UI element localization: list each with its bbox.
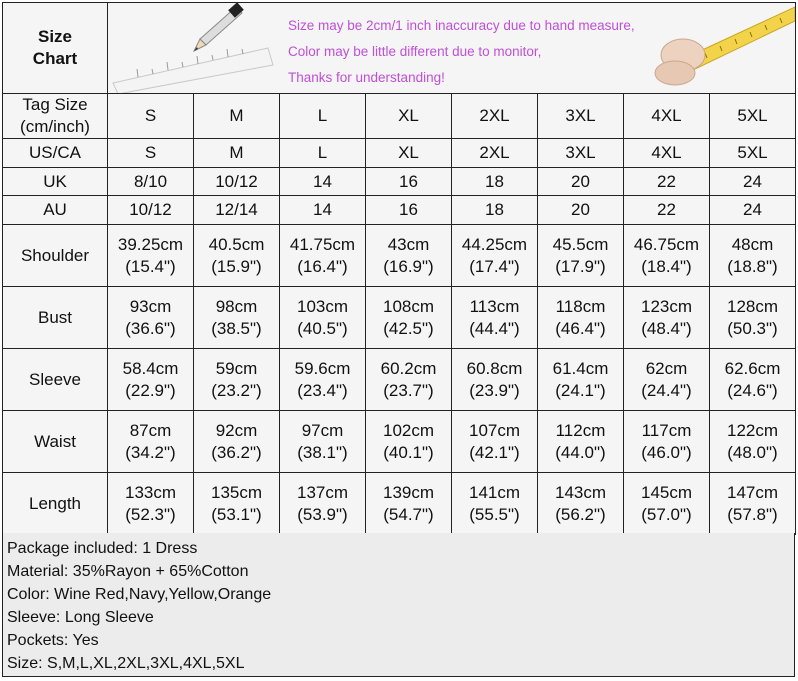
us-ca-cell: L: [280, 139, 366, 168]
cm-value: 122cm: [726, 420, 779, 440]
uk-cell: 10/12: [194, 168, 280, 196]
length-cell: [452, 473, 538, 535]
cm-value: 92cm: [215, 420, 258, 440]
cm-value: 61.4cm: [552, 358, 609, 378]
length-label: Length: [3, 473, 108, 535]
shoulder-cell: [108, 225, 194, 287]
sleeve-cell: [108, 349, 194, 411]
cm-value: 87cm: [129, 420, 172, 440]
us-ca-row: [3, 139, 796, 168]
title-line-2: Chart: [32, 49, 78, 68]
inch-value: (17.4"): [469, 256, 520, 276]
au-cell: 10/12: [108, 196, 194, 225]
cm-value: 48cm: [731, 234, 774, 254]
uk-cell: 24: [710, 168, 796, 196]
inch-value: (42.5"): [383, 318, 434, 338]
cm-value: 117cm: [641, 420, 692, 440]
header-row: [3, 3, 796, 94]
uk-cell: 18: [452, 168, 538, 196]
au-cell: 24: [710, 196, 796, 225]
tag-size-cell: 3XL: [538, 94, 624, 139]
inch-value: (23.7"): [383, 380, 434, 400]
waist-cell: [108, 411, 194, 473]
measurement-notes: [288, 13, 635, 91]
length-cell: [280, 473, 366, 535]
pencil-ruler-illustration: [108, 3, 278, 94]
inch-value: (23.9"): [469, 380, 520, 400]
cm-value: 98cm: [215, 296, 258, 316]
shoulder-row: [3, 225, 796, 287]
length-cell: [366, 473, 452, 535]
cm-value: 107cm: [468, 420, 521, 440]
cm-value: 123cm: [640, 296, 693, 316]
length-row: [3, 473, 796, 535]
cm-value: 43cm: [387, 234, 430, 254]
bust-cell: [538, 287, 624, 349]
tag-size-label-line1: Tag Size: [22, 95, 88, 114]
inch-value: (46.0"): [641, 442, 692, 462]
us-ca-cell: 3XL: [538, 139, 624, 168]
cm-value: 59cm: [215, 358, 258, 378]
sleeve-label: Sleeve: [3, 349, 108, 411]
inch-value: (38.5"): [211, 318, 262, 338]
inch-value: (42.1"): [469, 442, 520, 462]
cm-value: 62cm: [645, 358, 688, 378]
inch-value: (53.1"): [211, 504, 262, 524]
cm-value: 39.25cm: [117, 234, 184, 254]
inch-value: (52.3"): [125, 504, 176, 524]
bust-row: [3, 287, 796, 349]
inch-value: (16.4"): [297, 256, 348, 276]
waist-cell: [366, 411, 452, 473]
cm-value: 60.2cm: [380, 358, 437, 378]
inch-value: (15.4"): [125, 256, 176, 276]
cm-value: 118cm: [555, 296, 606, 316]
us-ca-cell: M: [194, 139, 280, 168]
tag-size-cell: 2XL: [452, 94, 538, 139]
length-cell: [538, 473, 624, 535]
uk-cell: 14: [280, 168, 366, 196]
us-ca-cell: 2XL: [452, 139, 538, 168]
size-chart-title: [3, 3, 108, 94]
tag-size-cell: S: [108, 94, 194, 139]
cm-value: 135cm: [210, 482, 263, 502]
waist-cell: [710, 411, 796, 473]
inch-value: (24.4"): [641, 380, 692, 400]
inch-value: (44.4"): [469, 318, 520, 338]
au-label: AU: [3, 196, 108, 225]
cm-value: 102cm: [382, 420, 435, 440]
waist-cell: [538, 411, 624, 473]
note-line-2: Color may be little different due to monitor,: [288, 44, 542, 59]
cm-value: 44.25cm: [461, 234, 528, 254]
bust-cell: [280, 287, 366, 349]
shoulder-cell: [194, 225, 280, 287]
uk-label: UK: [3, 168, 108, 196]
inch-value: (23.4"): [297, 380, 348, 400]
inch-value: (36.2"): [211, 442, 262, 462]
inch-value: (18.4"): [641, 256, 692, 276]
inch-value: (57.8"): [727, 504, 778, 524]
tag-size-cell: 5XL: [710, 94, 796, 139]
shoulder-cell: [538, 225, 624, 287]
length-cell: [108, 473, 194, 535]
sleeve-cell: [710, 349, 796, 411]
au-cell: 14: [280, 196, 366, 225]
package-line-material: Material: 35%Rayon + 65%Cotton: [7, 563, 249, 580]
inch-value: (40.5"): [297, 318, 348, 338]
au-cell: 22: [624, 196, 710, 225]
sleeve-cell: [280, 349, 366, 411]
package-line-sleeve: Sleeve: Long Sleeve: [7, 609, 154, 626]
sleeve-cell: [452, 349, 538, 411]
waist-cell: [624, 411, 710, 473]
waist-label: Waist: [3, 411, 108, 473]
cm-value: 62.6cm: [724, 358, 781, 378]
length-cell: [710, 473, 796, 535]
cm-value: 46.75cm: [633, 234, 700, 254]
tag-size-cell: L: [280, 94, 366, 139]
tag-size-row: [3, 94, 796, 139]
uk-cell: 8/10: [108, 168, 194, 196]
bust-cell: [452, 287, 538, 349]
waist-cell: [280, 411, 366, 473]
inch-value: (48.0"): [727, 442, 778, 462]
bust-cell: [366, 287, 452, 349]
us-ca-cell: 4XL: [624, 139, 710, 168]
inch-value: (23.2"): [211, 380, 262, 400]
us-ca-cell: 5XL: [710, 139, 796, 168]
inch-value: (34.2"): [125, 442, 176, 462]
au-cell: 16: [366, 196, 452, 225]
tape-measure-hand-illustration: [645, 3, 795, 94]
cm-value: 137cm: [296, 482, 349, 502]
inch-value: (40.1"): [383, 442, 434, 462]
cm-value: 41.75cm: [289, 234, 356, 254]
inch-value: (54.7"): [383, 504, 434, 524]
shoulder-cell: [452, 225, 538, 287]
uk-row: [3, 168, 796, 196]
inch-value: (22.9"): [125, 380, 176, 400]
inch-value: (50.3"): [727, 318, 778, 338]
us-ca-cell: XL: [366, 139, 452, 168]
length-cell: [624, 473, 710, 535]
us-ca-label: US/CA: [3, 139, 108, 168]
au-row: [3, 196, 796, 225]
inch-value: (44.0"): [555, 442, 606, 462]
inch-value: (56.2"): [555, 504, 606, 524]
inch-value: (24.1"): [555, 380, 606, 400]
inch-value: (53.9"): [297, 504, 348, 524]
cm-value: 58.4cm: [122, 358, 179, 378]
shoulder-cell: [366, 225, 452, 287]
uk-cell: 20: [538, 168, 624, 196]
length-cell: [194, 473, 280, 535]
cm-value: 113cm: [469, 296, 520, 316]
shoulder-cell: [624, 225, 710, 287]
uk-cell: 22: [624, 168, 710, 196]
cm-value: 128cm: [726, 296, 779, 316]
shoulder-cell: [710, 225, 796, 287]
size-table: [2, 2, 796, 535]
sleeve-cell: [538, 349, 624, 411]
tag-size-cell: M: [194, 94, 280, 139]
cm-value: 103cm: [296, 296, 349, 316]
waist-row: [3, 411, 796, 473]
inch-value: (46.4"): [555, 318, 606, 338]
cm-value: 93cm: [129, 296, 172, 316]
sleeve-cell: [624, 349, 710, 411]
au-cell: 18: [452, 196, 538, 225]
inch-value: (15.9"): [211, 256, 262, 276]
cm-value: 145cm: [640, 482, 693, 502]
measurement-notice-banner: [108, 3, 796, 94]
inch-value: (55.5"): [469, 504, 520, 524]
sleeve-row: [3, 349, 796, 411]
note-line-1: Size may be 2cm/1 inch inaccuracy due to hand measure,: [288, 18, 635, 33]
cm-value: 97cm: [301, 420, 344, 440]
package-details: [2, 533, 795, 677]
cm-value: 45.5cm: [552, 234, 609, 254]
cm-value: 143cm: [554, 482, 607, 502]
package-line-color: Color: Wine Red,Navy,Yellow,Orange: [7, 586, 272, 603]
title-line-1: Size: [37, 27, 73, 46]
tag-size-cell: XL: [366, 94, 452, 139]
inch-value: (17.9"): [555, 256, 606, 276]
cm-value: 60.8cm: [466, 358, 523, 378]
tag-size-label-line2: (cm/inch): [20, 117, 90, 136]
inch-value: (36.6"): [125, 318, 176, 338]
bust-cell: [108, 287, 194, 349]
tag-size-label: [3, 94, 108, 139]
package-line-size: Size: S,M,L,XL,2XL,3XL,4XL,5XL: [7, 655, 245, 672]
inch-value: (48.4"): [641, 318, 692, 338]
waist-cell: [194, 411, 280, 473]
cm-value: 108cm: [382, 296, 435, 316]
inch-value: (16.9"): [383, 256, 434, 276]
uk-cell: 16: [366, 168, 452, 196]
inch-value: (24.6"): [727, 380, 778, 400]
sleeve-cell: [366, 349, 452, 411]
bust-label: Bust: [3, 287, 108, 349]
cm-value: 147cm: [726, 482, 779, 502]
bust-cell: [624, 287, 710, 349]
us-ca-cell: S: [108, 139, 194, 168]
tag-size-cell: 4XL: [624, 94, 710, 139]
waist-cell: [452, 411, 538, 473]
cm-value: 40.5cm: [208, 234, 265, 254]
inch-value: (57.0"): [641, 504, 692, 524]
cm-value: 112cm: [555, 420, 606, 440]
cm-value: 139cm: [382, 482, 435, 502]
note-line-3: Thanks for understanding!: [288, 70, 445, 85]
package-line-pockets: Pockets: Yes: [7, 632, 99, 649]
cm-value: 141cm: [468, 482, 521, 502]
au-cell: 12/14: [194, 196, 280, 225]
shoulder-cell: [280, 225, 366, 287]
shoulder-label: Shoulder: [3, 225, 108, 287]
au-cell: 20: [538, 196, 624, 225]
bust-cell: [194, 287, 280, 349]
inch-value: (38.1"): [297, 442, 348, 462]
cm-value: 59.6cm: [294, 358, 351, 378]
bust-cell: [710, 287, 796, 349]
cm-value: 133cm: [124, 482, 177, 502]
inch-value: (18.8"): [727, 256, 778, 276]
package-line-included: Package included: 1 Dress: [7, 540, 198, 557]
sleeve-cell: [194, 349, 280, 411]
